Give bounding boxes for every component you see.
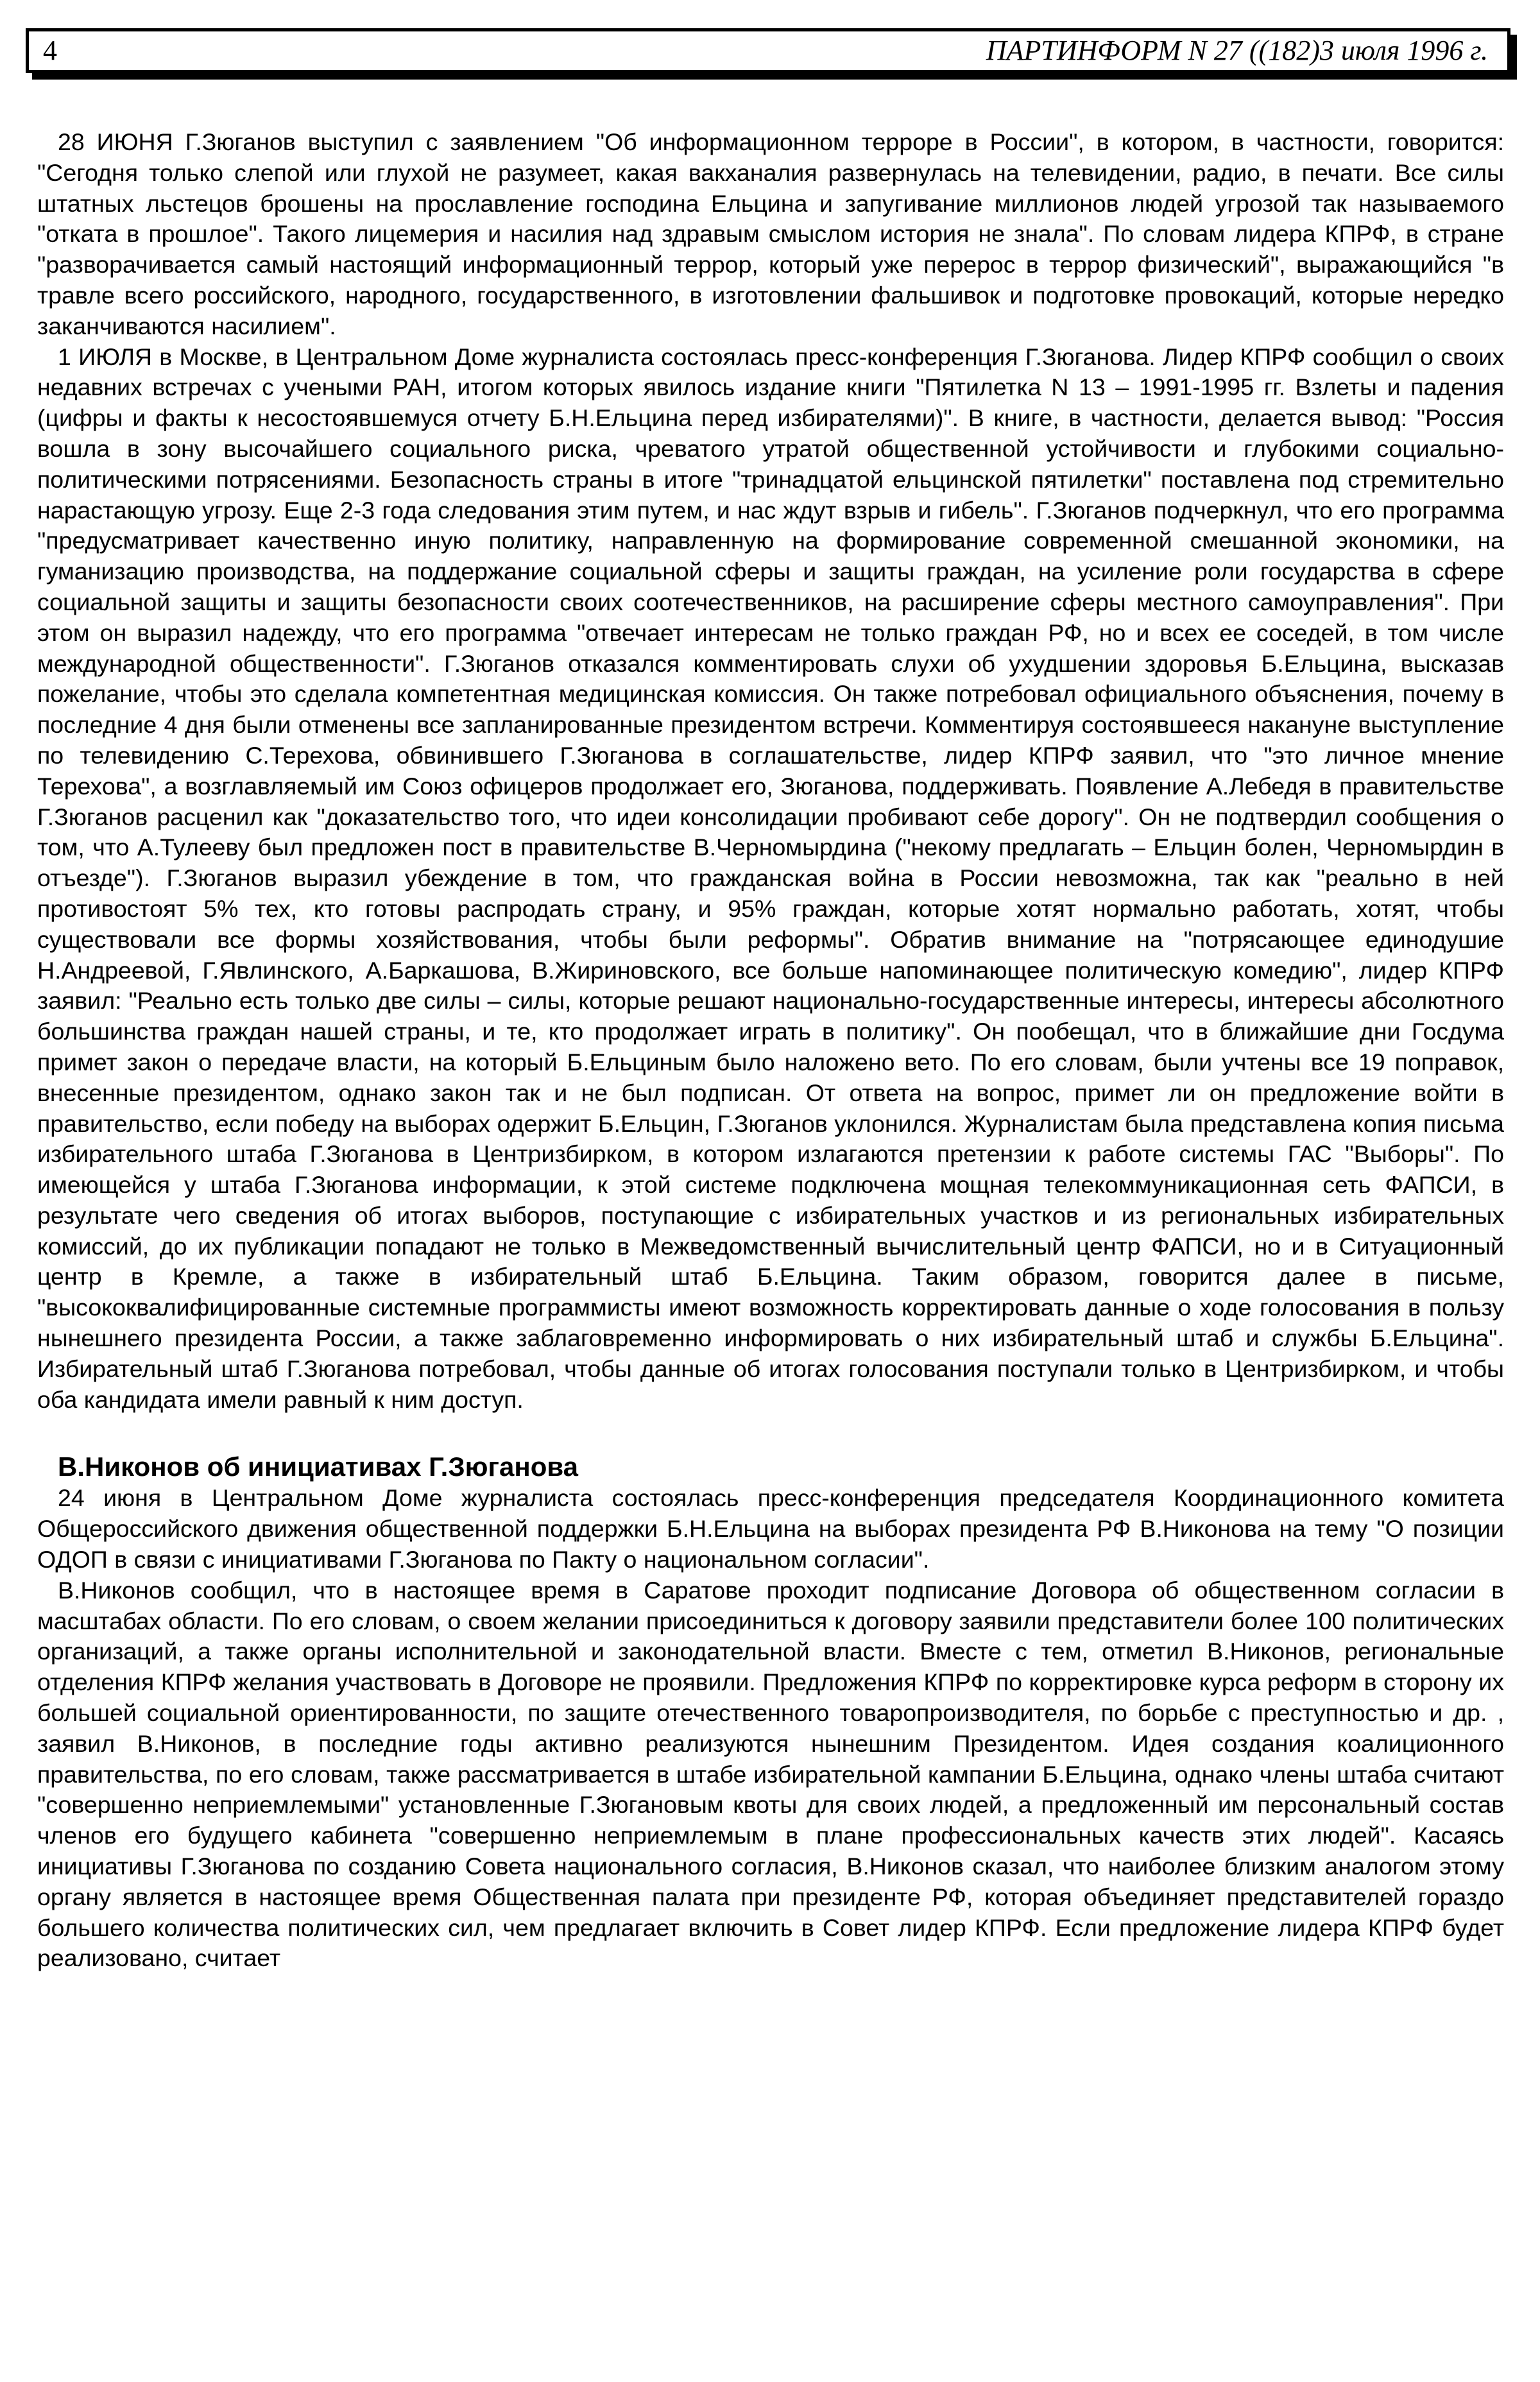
page-number: 4 [43,35,57,66]
section-heading: В.Никонов об инициативах Г.Зюганова [58,1452,579,1482]
running-header [26,28,1510,73]
issue-line: ПАРТИНФОРМ N 27 ((182)3 июля 1996 г. [986,35,1488,66]
paragraph-nikonov: В.Никонов сообщил, что в настоящее время в Саратове проходит подписание Договора об общественном согласии в масштабах области. По его словам, о своем желании присоединиться к договору заявили представители более 100 политических организаций, а также органы исполнительной и законодательной власти. Вместе с тем, отметил В.Никонов, региональные отделения КПРФ желания участвовать в Договоре не проявили. Предложения КПРФ по корректировке курса реформ в сторону их большей социальной ориентированности, по защите отечественного товаропроизводителя, по борьбе с преступностью и др. , заявил В.Никонов, в последние годы активно реализуются нынешним Президентом. Идея создания коалиционного правительства, по его словам, также рассматривается в штабе избирательной кампании Б.Ельцина, однако члены штаба считают "совершенно неприемлемыми" установленные Г.Зюгановым квоты для своих людей, а предложенный им персональный состав членов его будущего кабинета "совершенно неприемлемым в плане профессиональных качеств этих людей". Касаясь инициативы Г.Зюганова по созданию Совета национального согласия, В.Никонов сказал, что наиболее близким аналогом этому органу является в настоящее время Общественная палата при президенте РФ, которая объединяет представителей гораздо большего количества политических сил, чем предлагает включить в Совет лидер КПРФ. Если предложение лидера КПРФ будет реализовано, считает [37,1576,1504,1972]
article-body [37,127,1504,1974]
paragraph-june-28: 28 ИЮНЯ Г.Зюганов выступил с заявлением "Об информационном терроре в России", в котором, в частности, говорится: "Сегодня только слепой или глухой не разумеет, какая вакханалия развернулась на телевидении, радио, в печати. Все силы штатных льстецов брошены на прославление господина Ельцина и запугивание миллионов людей угрозой так называемого "отката в прошлое". Такого лицемерия и насилия над здравым смыслом история не знала". По словам лидера КПРФ, в стране "разворачивается самый настоящий информационный террор, который уже перерос в террор физический", выражающийся "в травле всего российского, народного, государственного, в изготовлении фальшивок и подготовке провокаций, которые нередко заканчиваются насилием". [37,128,1504,339]
paragraph-july-1: 1 ИЮЛЯ в Москве, в Центральном Доме журналиста состоялась пресс-конференция Г.Зюганова. Лидер КПРФ сообщил о своих недавних встречах с учеными РАН, итогом которых явилось издание книги "Пятилетка N 13 – 1991-1995 гг. Взлеты и падения (цифры и факты к несостоявшемуся отчету Б.Н.Ельцина перед избирателями)". В книге, в частности, делается вывод: "Россия вошла в зону высочайшего социального риска, чреватого утратой общественной устойчивости и глубокими социально-политическими потрясениями. Безопасность страны в итоге "тринадцатой ельцинской пятилетки" поставлена под стремительно нарастающую угрозу. Еще 2-3 года следования этим путем, и нас ждут взрыв и гибель". Г.Зюганов подчеркнул, что его программа "предусматривает качественно иную политику, направленную на формирование современной смешанной экономики, на гуманизацию производства, на поддержание социальной сферы и защиты граждан, на усиление роли государства в сфере социальной защиты и защиты безопасности своих соотечественников, на расширение сферы местного самоуправления". При этом он выразил надежду, что его программа "отвечает интересам не только граждан РФ, но и всех ее соседей, в том числе международной общественности". Г.Зюганов отказался комментировать слухи об ухудшении здоровья Б.Ельцина, высказав пожелание, чтобы это сделала компетентная медицинская комиссия. Он также потребовал официального объяснения, почему в последние 4 дня были отменены все запланированные президентом встречи. Комментируя состоявшееся накануне выступление по телевидению С.Терехова, обвинившего Г.Зюганова в соглашательстве, лидер КПРФ заявил, что "это личное мнение Терехова", а возглавляемый им Союз офицеров продолжает его, Зюганова, поддерживать. Появление А.Лебедя в правительстве Г.Зюганов расценил как "доказательство того, что идеи консолидации пробивают себе дорогу". Он не подтвердил сообщения о том, что А.Тулееву был предложен пост в правительстве В.Черномырдина ("некому предлагать – Ельцин болен, Черномырдин в отъезде"). Г.Зюганов выразил убеждение в том, что гражданская война в России невозможна, так как "реально в ней противостоят 5% тех, кто готовы распродать страну, и 95% граждан, которые хотят нормально работать, хотят, чтобы существовали все формы хозяйствования, чтобы были реформы". Обратив внимание на "потрясающее единодушие Н.Андреевой, Г.Явлинского, А.Баркашова, В.Жириновского, все больше напоминающее политическую комедию", лидер КПРФ заявил: "Реально есть только две силы – силы, которые решают национально-государственные интересы, интересы абсолютного большинства граждан нашей страны, и те, кто продолжает играть в политику". Он пообещал, что в ближайшие дни Госдума примет закон о передаче власти, на который Б.Ельциным было наложено вето. По его словам, были учтены все 19 поправок, внесенные президентом, однако закон так и не был подписан. От ответа на вопрос, примет ли он предложение войти в правительство, если победу на выборах одержит Б.Ельцин, Г.Зюганов уклонился. Журналистам была представлена копия письма избирательного штаба Г.Зюганова в Центризбирком, в котором излагаются претензии к работе системы ГАС "Выборы". По имеющейся у штаба Г.Зюганова информации, к этой системе подключена мощная телекоммуникационная сеть ФАПСИ, в результате чего сведения об итогах выборов, поступающие с избирательных участков и из региональных избирательных комиссий, до их публикации попадают не только в Межведомственный вычислительный центр ФАПСИ, но и в Ситуационный центр в Кремле, а также в избирательный штаб Б.Ельцина. Таким образом, говорится далее в письме, "высококвалифицированные системные программисты имеют возможность корректировать данные о ходе голосования в пользу нынешнего президента России, а также заблаговременно информировать о них избирательный штаб и службы Б.Ельцина". Избирательный штаб Г.Зюганова потребовал, чтобы данные об итогах голосования поступали только в Центризбирком, и чтобы оба кандидата имели равный к ним доступ. [37,343,1504,1413]
paragraph-june-24: 24 июня в Центральном Доме журналиста состоялась пресс-конференция председателя Координационного комитета Общероссийского движения общественной поддержки Б.Н.Ельцина на выборах президента РФ В.Никонова на тему "О позиции ОДОП в связи с инициативами Г.Зюганова по Пакту о национальном согласии". [37,1484,1504,1573]
